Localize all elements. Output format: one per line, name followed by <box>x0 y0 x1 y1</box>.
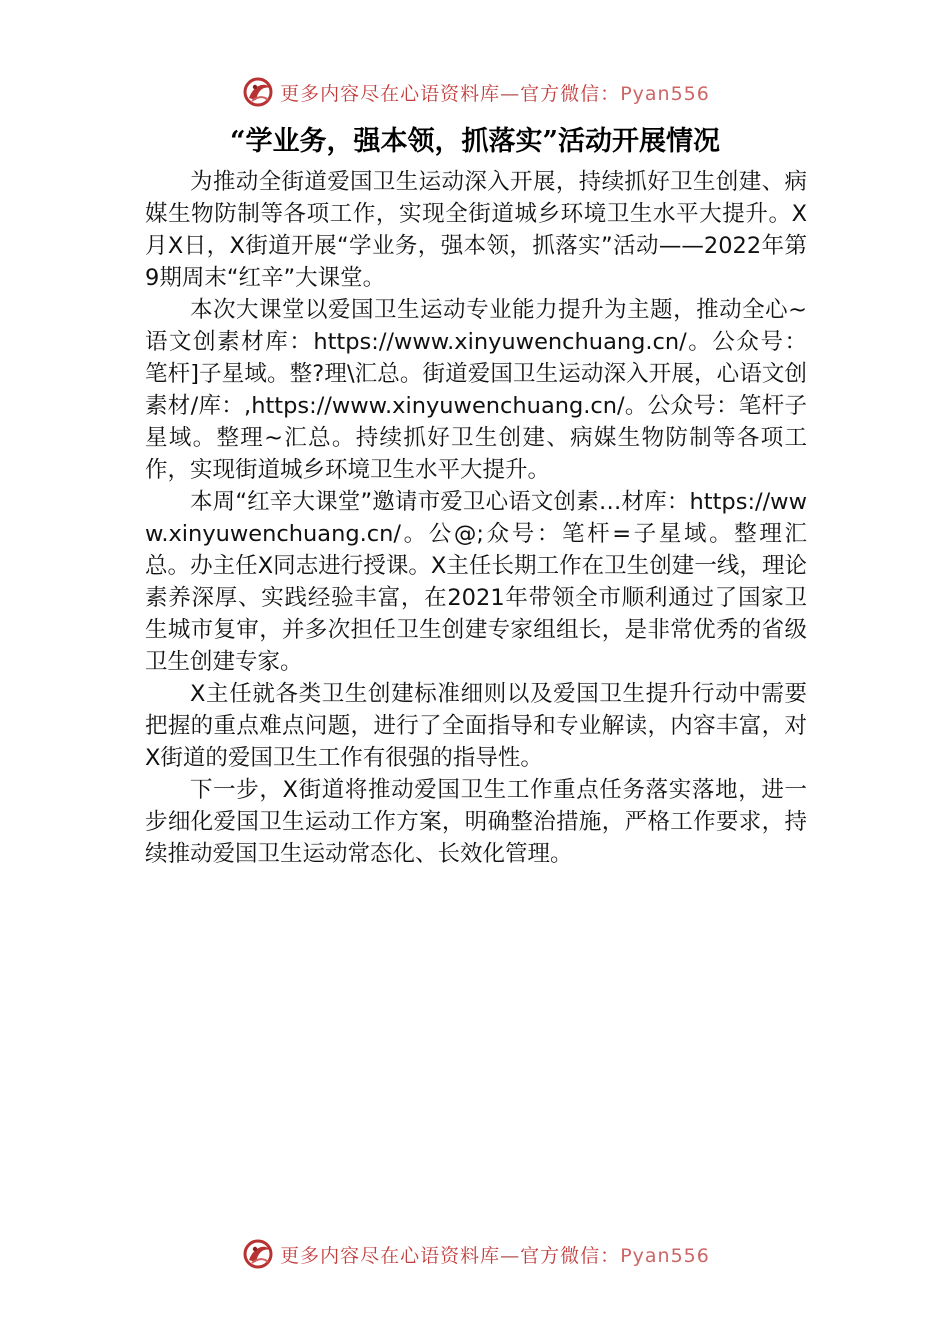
banner-separator: — <box>500 82 521 105</box>
banner-wechat-id: Pyan556 <box>620 1244 710 1267</box>
banner-wechat-label: 官方微信： <box>520 82 621 105</box>
banner-main-text: 更多内容尽在心语资料库 <box>280 1244 501 1267</box>
swirl-logo-icon <box>240 1236 276 1272</box>
document-title: “学业务，强本领，抓落实”活动开展情况 <box>229 126 721 157</box>
banner-text <box>280 79 710 106</box>
paragraph-5: 下一步，X街道将推动爱国卫生工作重点任务落实落地，进一步细化爱国卫生运动工作方案，明确整治措施，严格工作要求，持续推动爱国卫生运动常态化、长效化管理。 <box>145 777 807 867</box>
swirl-logo-icon <box>240 74 276 110</box>
banner-main-text: 更多内容尽在心语资料库 <box>280 82 501 105</box>
document-body <box>145 166 807 870</box>
paragraph-2: 本次大课堂以爱国卫生运动专业能力提升为主题，推动全心~语文创素材库：https://www.xinyuwenchuang.cn/。公众号：笔杆]子星域。整?理\汇总。街道爱国卫生运动深入开展，心语文创素材/库：,https://www.xinyuwenchuang.cn/。公众号：笔杆子星域。整理~汇总。持续抓好卫生创建、病媒生物防制等各项工作，实现街道城乡环境卫生水平大提升。 <box>145 297 807 483</box>
footer-banner <box>0 1232 950 1276</box>
banner-wechat-id: Pyan556 <box>620 82 710 105</box>
banner-separator: — <box>500 1244 521 1267</box>
header-banner <box>0 70 950 114</box>
paragraph-1: 为推动全街道爱国卫生运动深入开展，持续抓好卫生创建、病媒生物防制等各项工作，实现全街道城乡环境卫生水平大提升。X月X日，X街道开展“学业务，强本领，抓落实”活动——2022年第9期周末“红辛”大课堂。 <box>145 169 807 291</box>
banner-wechat-label: 官方微信： <box>520 1244 621 1267</box>
paragraph-3: 本周“红辛大课堂”邀请市爱卫心语文创素…材库：https://www.xinyuwenchuang.cn/。公@;众号：笔杆=子星域。整理汇总。办主任X同志进行授课。X主任长期工作在卫生创建一线，理论素养深厚、实践经验丰富，在2021年带领全市顺利通过了国家卫生城市复审，并多次担任卫生创建专家组组长，是非常优秀的省级卫生创建专家。 <box>145 489 807 675</box>
paragraph-4: X主任就各类卫生创建标准细则以及爱国卫生提升行动中需要把握的重点难点问题，进行了全面指导和专业解读，内容丰富，对X街道的爱国卫生工作有很强的指导性。 <box>145 681 807 771</box>
banner-text <box>280 1241 710 1268</box>
